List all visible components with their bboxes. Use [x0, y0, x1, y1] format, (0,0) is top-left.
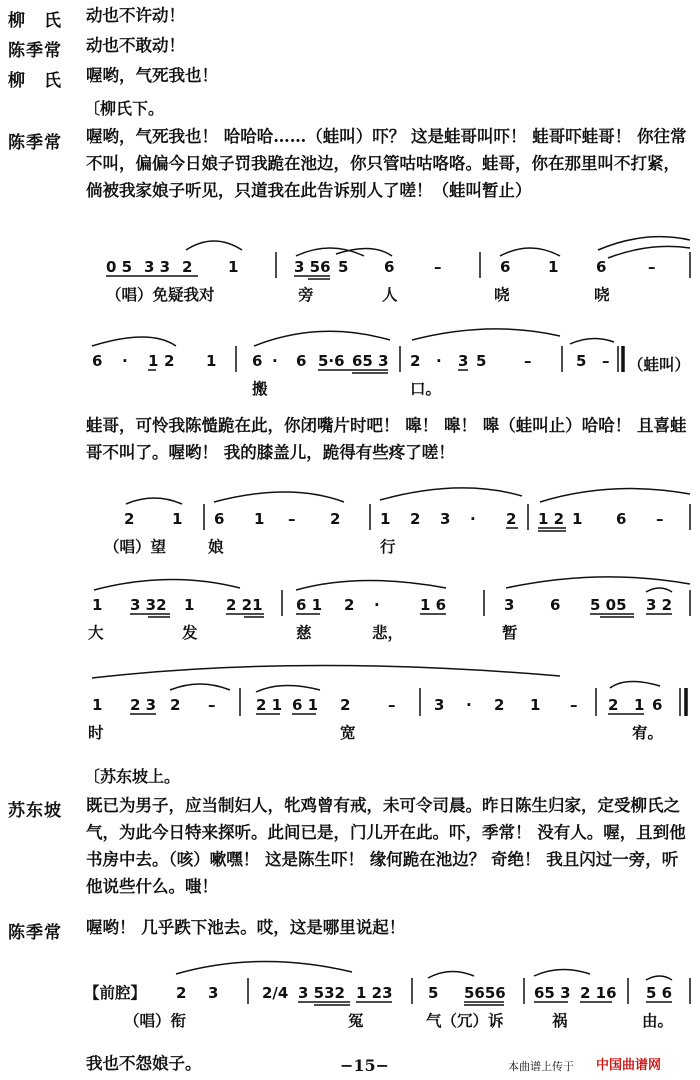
dialogue-line: 既已为男子，应当制妇人，牝鸡曾有戒，未可令司晨。昨日陈生归家，定受柳氏之气，为此今日特来探听。此间已是，门儿开在此。吓，季常！ 没有人。喔，且到他书房中去。（咳）嗽嘿！ 这是陈生吓！ 缘何跪在池边？ 奇绝！ 我且闪过一旁，听他说些什么。嗤！	[86, 796, 686, 896]
note: 6	[596, 258, 607, 276]
note: 2	[340, 696, 351, 714]
note: –	[388, 696, 396, 714]
dialogue-line: 我也不怨娘子。	[86, 1054, 202, 1073]
speaker-label: 柳 氏	[8, 11, 62, 31]
note: ·	[466, 696, 472, 714]
note: ·	[272, 352, 278, 370]
lyric: 冤	[348, 1011, 364, 1030]
lyric: 人	[382, 285, 398, 304]
note: 2	[506, 510, 517, 528]
lyric: 哓	[494, 285, 510, 304]
note: 2	[124, 510, 135, 528]
lyric: 哓	[594, 285, 610, 304]
note: 1	[148, 352, 159, 370]
note: 6	[296, 352, 307, 370]
note: 6	[384, 258, 395, 276]
note: –	[524, 352, 532, 370]
note: 2	[164, 352, 175, 370]
note: 3	[458, 352, 469, 370]
note: 1 23	[356, 984, 393, 1002]
lyric: （唱）免疑我对	[106, 285, 215, 304]
note: –	[602, 352, 610, 370]
note: 6 1	[296, 596, 323, 614]
lyric: 由。	[642, 1011, 674, 1030]
note: 6	[500, 258, 511, 276]
note: 1	[634, 696, 645, 714]
note: 2	[410, 510, 421, 528]
lyric: 悲，	[372, 623, 404, 642]
lyric: 时	[88, 723, 104, 742]
note: 3	[440, 510, 451, 528]
dialogue-line: 喔哟，气死我也！	[86, 66, 218, 85]
note: 65 3	[352, 352, 389, 370]
score-line-6	[0, 950, 700, 1030]
speaker-label: 苏东坡	[8, 801, 62, 821]
note: 6	[214, 510, 225, 528]
dialogue-line: 动也不许动！	[86, 6, 185, 25]
note: 3 56	[294, 258, 331, 276]
note: –	[656, 510, 664, 528]
note: 2	[170, 696, 181, 714]
page-number: −15−	[340, 1056, 390, 1075]
lyric: 慈	[296, 623, 312, 642]
note: 6	[616, 510, 627, 528]
note: 6	[92, 352, 103, 370]
note: 6	[252, 352, 263, 370]
note: 3 2	[646, 596, 673, 614]
note: 2/4	[262, 984, 289, 1002]
score-line-5	[0, 656, 700, 750]
lyric: 行	[380, 537, 396, 556]
lyric: 旁	[298, 285, 314, 304]
note: 6 1	[292, 696, 319, 714]
lyric: 祸	[552, 1011, 568, 1030]
note: 2	[608, 696, 619, 714]
note: 3 532	[298, 984, 345, 1002]
note: ·	[122, 352, 128, 370]
note: 1	[548, 258, 559, 276]
note: –	[570, 696, 578, 714]
note: 2 21	[226, 596, 263, 614]
note: 2 1	[256, 696, 283, 714]
note: –	[434, 258, 442, 276]
note: 1	[228, 258, 239, 276]
score-line-2	[0, 318, 700, 398]
note: 6	[550, 596, 561, 614]
tune-tag: 【前腔】	[84, 983, 147, 1002]
note: 3	[208, 984, 219, 1002]
note: 1	[254, 510, 265, 528]
score-line-1	[0, 228, 700, 308]
note: 1	[530, 696, 541, 714]
note: 3	[434, 696, 445, 714]
dialogue-line: 喔哟，气死我也！ 哈哈哈……（蛙叫）吓？ 这是蛙哥叫吓！ 蛙哥吓蛙哥！ 你往常不叫，偏偏今日娘子罚我跪在池边，你只管咕咕咯咯。蛙哥，你在那里叫不打紧，倘被我家娘子听见，只道我在此告诉别人了嗟！（蛙叫暂止）	[86, 127, 687, 200]
note: 2	[176, 984, 187, 1002]
note: ·	[436, 352, 442, 370]
note: 5	[338, 258, 349, 276]
note: 1	[172, 510, 183, 528]
note: 3	[504, 596, 515, 614]
lyric: 暂	[502, 623, 518, 642]
note: –	[208, 696, 216, 714]
note: 1	[206, 352, 217, 370]
score-line-3	[0, 476, 700, 560]
note: 1 6	[420, 596, 447, 614]
lyric: 气（冗）诉	[426, 1011, 504, 1030]
lyric: 宽	[340, 723, 356, 742]
note: 2	[494, 696, 505, 714]
note: 3 3	[144, 258, 171, 276]
speaker-label: 陈季常	[8, 923, 62, 943]
lyric: 口。	[410, 379, 442, 398]
lyric: （唱）衔	[124, 1011, 187, 1030]
stage-direction: 〔苏东坡上。	[84, 767, 181, 786]
note: 2	[410, 352, 421, 370]
lyric: （唱）望	[104, 537, 167, 556]
note: ·	[470, 510, 476, 528]
note: 2 3	[130, 696, 157, 714]
speaker-label: 柳 氏	[8, 71, 62, 91]
note: –	[648, 258, 656, 276]
note: 65 3	[534, 984, 571, 1002]
note: 1	[92, 596, 103, 614]
note: 1	[572, 510, 583, 528]
note: ·	[374, 596, 380, 614]
dialogue-line: 蛙哥，可怜我陈慥跪在此，你闭嘴片时吧！ 嗥！ 嗥！ 嗥（蛙叫止）哈哈！ 且喜蛙哥不叫了。喔哟！ 我的膝盖儿，跪得有些疼了嗟！	[86, 416, 687, 462]
lyric: 搬	[252, 379, 268, 398]
note: 2	[182, 258, 193, 276]
dialogue-line: 喔哟！ 几乎跌下池去。哎，这是哪里说起！	[86, 918, 406, 937]
note: –	[288, 510, 296, 528]
note: 2	[330, 510, 341, 528]
score-line-4	[0, 564, 700, 648]
note: 1 2	[538, 510, 565, 528]
note: 5 6	[646, 984, 673, 1002]
note: 5 05	[590, 596, 627, 614]
source-note: 本曲谱上传于	[508, 1060, 574, 1073]
note: 3 32	[130, 596, 167, 614]
note: 2	[344, 596, 355, 614]
lyric: 宥。	[632, 723, 664, 742]
speaker-label: 陈季常	[8, 41, 62, 61]
dialogue-line: 动也不敢动！	[86, 36, 185, 55]
site-logo: 中国曲谱网	[596, 1058, 662, 1073]
note: 5·6	[318, 352, 345, 370]
note: 0 5	[106, 258, 133, 276]
speaker-label: 陈季常	[8, 133, 62, 153]
note: 5	[576, 352, 587, 370]
lyric: 娘	[208, 537, 224, 556]
note: 5	[476, 352, 487, 370]
stage-direction: 〔柳氏下。	[84, 99, 165, 118]
note: 2 16	[580, 984, 617, 1002]
note: 1	[380, 510, 391, 528]
note: 5	[428, 984, 439, 1002]
note: 1	[184, 596, 195, 614]
lyric: 大	[88, 623, 104, 642]
lyric: 发	[182, 623, 198, 642]
note: 5656	[464, 984, 506, 1002]
lyric-aside: （蛙叫）	[628, 355, 691, 374]
note: 1	[92, 696, 103, 714]
note: 6	[652, 696, 663, 714]
